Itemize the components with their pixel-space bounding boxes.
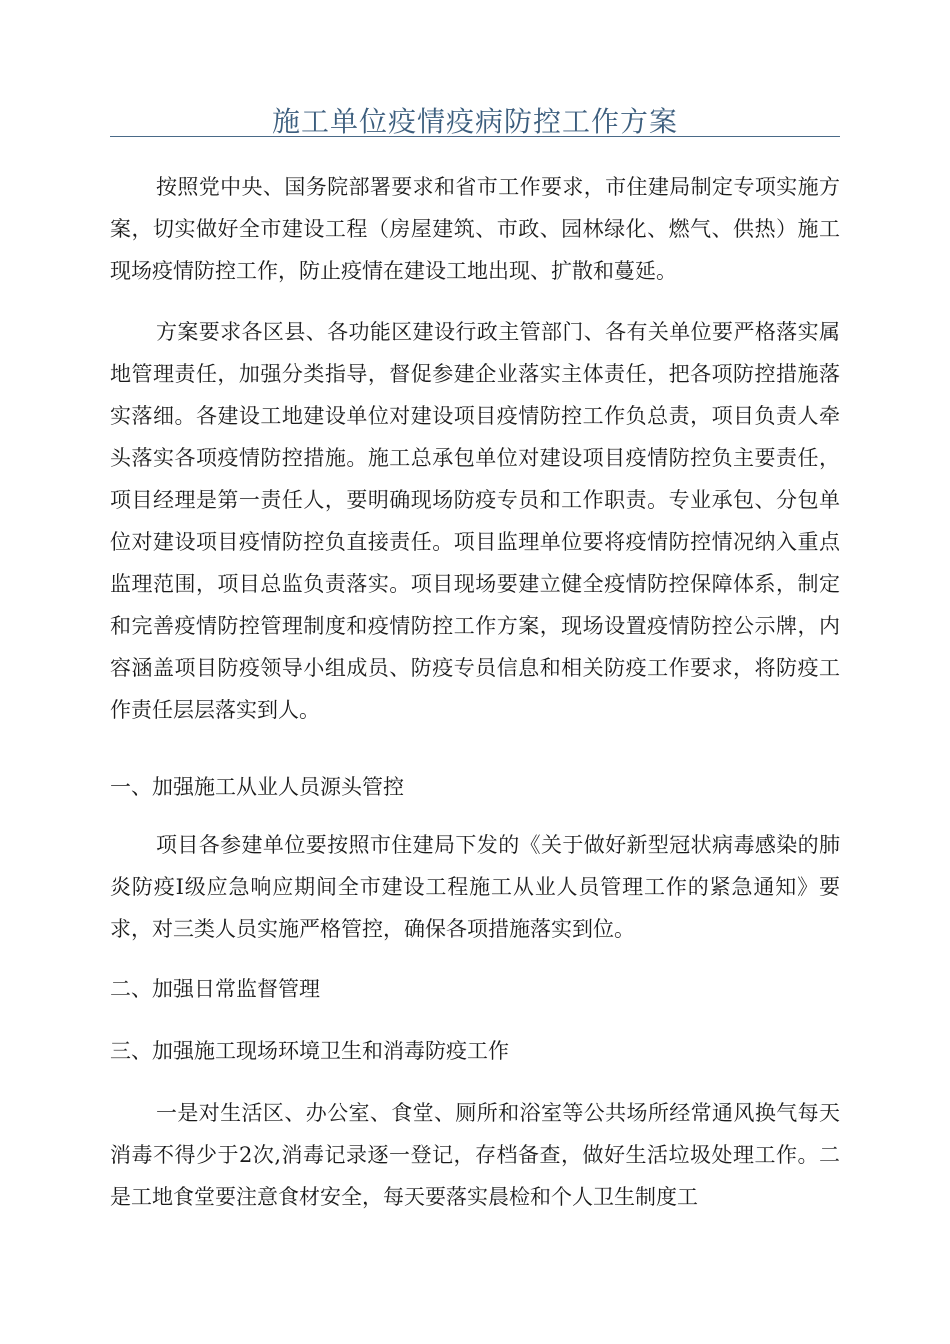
requirements-paragraph: 方案要求各区县、各功能区建设行政主管部门、各有关单位要严格落实属地管理责任，加强分类指导，督促参建企业落实主体责任，把各项防控措施落实落细。各建设工地建设单位对建设项目疫情防控工作负总责，项目负责人牵头落实各项疫情防控措施。施工总承包单位对建设项目疫情防控负主要责任，项目经理是第一责任人，要明确现场防疫专员和工作职责。专业承包、分包单位对建设项目疫情防控负直接责任。项目监理单位要将疫情防控情况纳入重点监理范围，项目总监负责落实。项目现场要建立健全疫情防控保障体系，制定和完善疫情防控管理制度和疫情防控工作方案，现场设置疫情防控公示牌，内容涵盖项目防疫领导小组成员、防疫专员信息和相关防疫工作要求，将防疫工作责任层层落实到人。 bbox=[110, 320, 840, 722]
section-heading-1: 一、加强施工从业人员源头管控 bbox=[110, 775, 404, 799]
section1-paragraph: 项目各参建单位要按照市住建局下发的《关于做好新型冠状病毒感染的肺炎防疫Ⅰ级应急响应期间全市建设工程施工从业人员管理工作的紧急通知》要求，对三类人员实施严格管控，确保各项措施落实到位。 bbox=[110, 833, 840, 941]
section-heading-3: 三、加强施工现场环境卫生和消毒防疫工作 bbox=[110, 1039, 509, 1063]
title-underline bbox=[110, 136, 840, 137]
section-heading-2: 二、加强日常监督管理 bbox=[110, 977, 320, 1001]
document-title: 施工单位疫情疫病防控工作方案 bbox=[271, 105, 678, 138]
section3-paragraph: 一是对生活区、办公室、食堂、厕所和浴室等公共场所经常通风换气每天消毒不得少于2次,消毒记录逐一登记，存档备查，做好生活垃圾处理工作。二是工地食堂要注意食材安全，每天要落实晨检和个人卫生制度工 bbox=[110, 1101, 840, 1209]
intro-paragraph: 按照党中央、国务院部署要求和省市工作要求，市住建局制定专项实施方案，切实做好全市建设工程（房屋建筑、市政、园林绿化、燃气、供热）施工现场疫情防控工作，防止疫情在建设工地出现、扩散和蔓延。 bbox=[110, 175, 840, 283]
